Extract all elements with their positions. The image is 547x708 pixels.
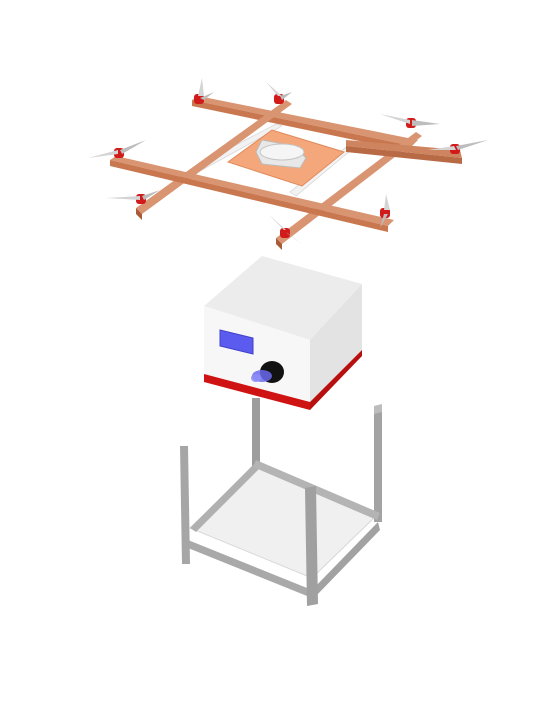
propeller-icon xyxy=(198,78,204,96)
hub-cover xyxy=(260,144,304,160)
stand-leg-back-center xyxy=(252,398,260,468)
control-box xyxy=(204,256,362,410)
propeller-icon xyxy=(384,194,390,210)
stand-leg-back-right xyxy=(374,406,382,522)
multirotor-frame xyxy=(88,78,488,250)
motor-back-right xyxy=(380,114,440,128)
stand-leg-front-left xyxy=(180,446,190,564)
motor-left xyxy=(88,140,146,158)
support-stand xyxy=(180,398,382,606)
propeller-icon xyxy=(268,214,286,230)
propeller-icon xyxy=(120,140,146,154)
motor-back-center xyxy=(266,82,292,104)
arm-back xyxy=(192,96,418,146)
propeller-icon xyxy=(106,196,140,200)
propeller-icon xyxy=(380,114,410,124)
stand-leg-front-center xyxy=(305,486,318,606)
propeller-icon xyxy=(412,120,440,126)
knob-shaft-tip-icon xyxy=(251,374,261,382)
arm-front-face xyxy=(110,160,388,232)
propeller-icon xyxy=(456,140,488,150)
propeller-icon xyxy=(280,92,292,100)
propeller-icon xyxy=(88,150,118,158)
propeller-icon xyxy=(266,82,282,96)
